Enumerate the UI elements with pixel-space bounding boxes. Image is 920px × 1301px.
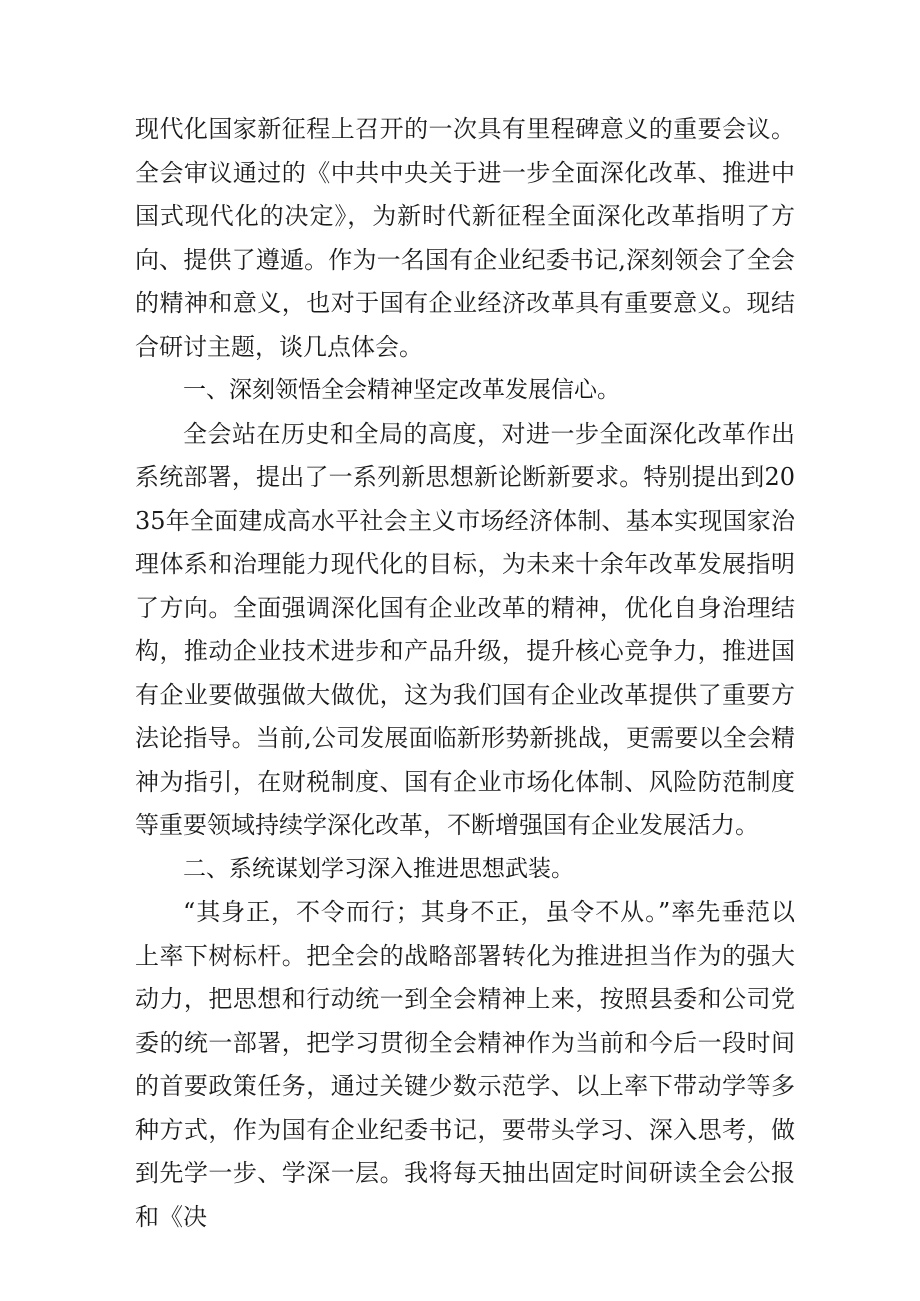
section-heading-2: 二、系统谋划学习深入推进思想武装。	[183, 855, 574, 882]
paragraph-section-1: 全会站在历史和全局的高度，对进一步全面深化改革作出系统部署，提出了一系列新思想新论断新要求。特别提出到2035年全面建成高水平社会主义市场经济体制、基本实现国家治理体系和治理能力现代化的目标，为未来十余年改革发展指明了方向。全面强调深化国有企业改革的精神，优化自身治理结构，推动企业技术进步和产品升级，提升核心竞争力，推进国有企业要做强做大做优，这为我们国有企业改革提供了重要方法论指导。当前,公司发展面临新形势新挑战，更需要以全会精神为指引，在财税制度、国有企业市场化体制、风险防范制度等重要领域持续学深化改革，不断增强国有企业发展活力。	[135, 419, 795, 839]
paragraph-intro: 现代化国家新征程上召开的一次具有里程碑意义的重要会议。全会审议通过的《中共中央关于进一步全面深化改革、推进中国式现代化的决定》，为新时代新征程全面深化改革指明了方向、提供了遵遁。作为一名国有企业纪委书记,深刻领会了全会的精神和意义，也对于国有企业经济改革具有重要意义。现结合研讨主题，谈几点体会。	[135, 115, 795, 361]
paragraph-section-2: “其身正，不令而行；其身不正，虽令不从。”率先垂范以上率下树标杆。把全会的战略部署转化为推进担当作为的强大动力，把思想和行动统一到全会精神上来，按照县委和公司党委的统一部署，把学习贯彻全会精神作为当前和今后一段时间的首要政策任务，通过关键少数示范学、以上率下带动学等多种方式，作为国有企业纪委书记，要带头学习、深入思考，做到先学一步、学深一层。我将每天抽出固定时间研读全会公报和《决	[135, 898, 795, 1231]
document-body	[135, 108, 795, 1239]
section-heading-1: 一、深刻领悟全会精神坚定改革发展信心。	[183, 377, 620, 403]
